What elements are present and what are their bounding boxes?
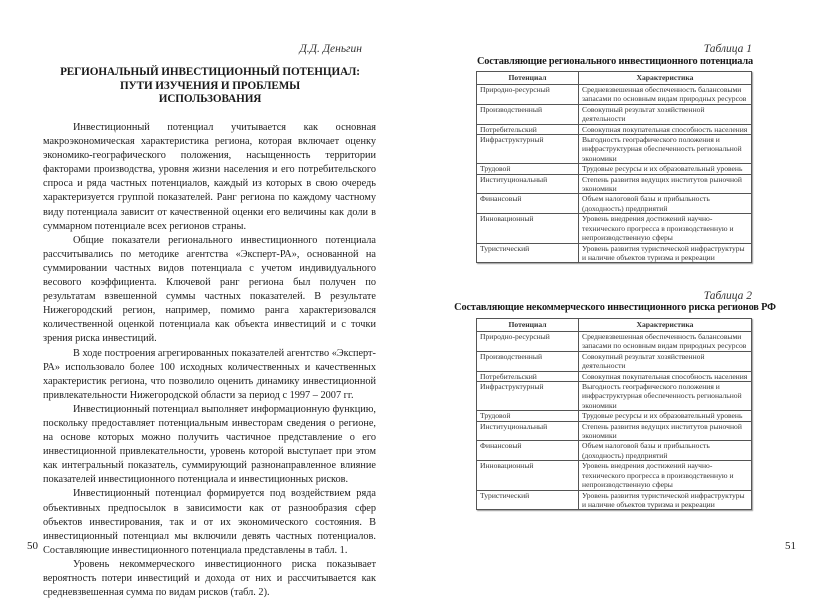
cell-potential: Потребительский <box>477 124 579 134</box>
table-row <box>477 104 752 124</box>
cell-characteristic: Совокупная покупательная способность населения <box>579 124 752 134</box>
cell-characteristic: Совокупный результат хозяйственной деятельности <box>579 351 752 371</box>
cell-characteristic: Трудовые ресурсы и их образовательный уровень <box>579 411 752 421</box>
table-1-body <box>477 85 752 263</box>
table-row <box>477 194 752 214</box>
cell-potential: Инновационный <box>477 461 579 490</box>
table-row <box>477 85 752 105</box>
cell-characteristic: Уровень внедрения достижений научно-технического прогресса в производственную и непроизводственную сферы <box>579 461 752 490</box>
table-row <box>477 441 752 461</box>
table-row <box>477 332 752 352</box>
column-header-characteristic: Характеристика <box>579 319 752 332</box>
cell-potential: Природно-ресурсный <box>477 85 579 105</box>
article-title-line: ПУТИ ИЗУЧЕНИЯ И ПРОБЛЕМЫ <box>119 79 301 92</box>
article-title <box>40 66 380 107</box>
article-body <box>43 121 376 600</box>
column-header-characteristic: Характеристика <box>579 72 752 85</box>
table-row <box>477 490 752 510</box>
cell-potential: Финансовый <box>477 194 579 214</box>
table-row <box>477 164 752 174</box>
cell-potential: Туристический <box>477 490 579 510</box>
cell-potential: Туристический <box>477 243 579 263</box>
table-row <box>477 461 752 490</box>
column-header-potential: Потенциал <box>477 319 579 332</box>
paragraph: Инвестиционный потенциал формируется под воздействием ряда объективных предпосылок в зависимости как от разнообразия сфер объектов инвестирования, так и от их экономического состояния. В инвестиционный потенциал мы включили девять частных потенциалов. Составляющие инвестиционного потенциала представлены в табл. 1. <box>43 488 376 556</box>
table-1-title: Составляющие регионального инвестиционного потенциала <box>476 56 753 67</box>
cell-potential: Инфраструктурный <box>477 382 579 411</box>
cell-characteristic: Выгодность географического положения и инфраструктурная обеспеченность региональной экономики <box>579 135 752 164</box>
cell-characteristic: Совокупный результат хозяйственной деятельности <box>579 104 752 124</box>
cell-characteristic: Уровень внедрения достижений научно-технического прогресса в производственную и непроизводственную сферы <box>579 214 752 243</box>
cell-characteristic: Объем налоговой базы и прибыльность (доходность) предприятий <box>579 194 752 214</box>
cell-characteristic: Степень развития ведущих институтов рыночной экономики <box>579 174 752 194</box>
table-header-row <box>477 319 752 332</box>
table-row <box>477 135 752 164</box>
cell-potential: Институциональный <box>477 174 579 194</box>
cell-characteristic: Трудовые ресурсы и их образовательный уровень <box>579 164 752 174</box>
cell-potential: Финансовый <box>477 441 579 461</box>
table-1-label: Таблица 1 <box>703 43 752 55</box>
cell-characteristic: Уровень развития туристической инфраструктуры и наличие объектов туризма и рекреации <box>579 490 752 510</box>
table-2-title: Составляющие некоммерческого инвестиционного риска регионов РФ <box>454 302 776 313</box>
article-title-line: ИСПОЛЬЗОВАНИЯ <box>158 93 262 105</box>
cell-characteristic: Выгодность географического положения и инфраструктурная обеспеченность региональной экономики <box>579 382 752 411</box>
table-row <box>477 243 752 263</box>
table-row <box>477 371 752 381</box>
table-row <box>477 214 752 243</box>
table-1 <box>476 71 752 263</box>
page-number-right: 51 <box>785 540 796 552</box>
cell-potential: Трудовой <box>477 164 579 174</box>
table-row <box>477 124 752 134</box>
table-header-row <box>477 72 752 85</box>
cell-potential: Потребительский <box>477 371 579 381</box>
page-number-left: 50 <box>27 540 38 552</box>
cell-potential: Инновационный <box>477 214 579 243</box>
running-head-author: Д.Д. Деньгин <box>299 43 362 55</box>
table-row <box>477 174 752 194</box>
paragraph: Инвестиционный потенциал выполняет информационную функцию, поскольку предоставляет потенциальным инвесторам сведения о регионе, на основе которых можно получить частичное представление о его инвестиционной привлекательности, уровень которой выступает при этом как интегральный показатель, суммирующий разнонаправленное влияние показателей инвестиционного потенциала и инвестиционных рисков. <box>43 403 376 486</box>
table-row <box>477 382 752 411</box>
cell-characteristic: Объем налоговой базы и прибыльность (доходность) предприятий <box>579 441 752 461</box>
article-title-line: РЕГИОНАЛЬНЫЙ ИНВЕСТИЦИОННЫЙ ПОТЕНЦИАЛ: <box>60 66 360 78</box>
cell-potential: Производственный <box>477 351 579 371</box>
cell-potential: Институциональный <box>477 421 579 441</box>
table-2-label: Таблица 2 <box>703 290 752 302</box>
table-2-body <box>477 332 752 510</box>
cell-characteristic: Средневзвешенная обеспеченность балансовыми запасами по основным видам природных ресурсов <box>579 85 752 105</box>
left-page <box>0 0 410 599</box>
cell-characteristic: Степень развития ведущих институтов рыночной экономики <box>579 421 752 441</box>
table-2 <box>476 318 752 510</box>
paragraph: Инвестиционный потенциал учитывается как основная макроэкономическая характеристика региона, которая включает оценку экономико-географического положения, насыщенность территории факторами производства, уровня жизни населения и его потребительского спроса и ряда частных потенциалов, каждый из которых в свою очередь характеризуется группой показателей. Ранг региона по каждому частному виду потенциала зависит от качественной оценки его величины как доли в суммарном потенциале всех регионов страны. <box>43 122 376 232</box>
column-header-potential: Потенциал <box>477 72 579 85</box>
table-row <box>477 351 752 371</box>
cell-characteristic: Совокупная покупательная способность населения <box>579 371 752 381</box>
paragraph: Уровень некоммерческого инвестиционного риска показывает вероятность потери инвестиций и дохода от них и рассчитывается как средневзвешенная сумма по видам рисков (табл. 2). <box>43 558 376 599</box>
cell-potential: Трудовой <box>477 411 579 421</box>
cell-potential: Производственный <box>477 104 579 124</box>
cell-potential: Природно-ресурсный <box>477 332 579 352</box>
table-row <box>477 411 752 421</box>
cell-potential: Инфраструктурный <box>477 135 579 164</box>
table-row <box>477 421 752 441</box>
cell-characteristic: Средневзвешенная обеспеченность балансовыми запасами по основным видам природных ресурсов <box>579 332 752 352</box>
paragraph: В ходе построения агрегированных показателей агентство «Эксперт-РА» использовало более 100 исходных количественных и качественных характеристик региона, что позволило оценить динамику инвестиционной привлекательности Нижегородской области за период с 1997 – 2007 гг. <box>43 347 376 401</box>
cell-characteristic: Уровень развития туристической инфраструктуры и наличие объектов туризма и рекреации <box>579 243 752 263</box>
paragraph: Общие показатели регионального инвестиционного потенциала рассчитывались по методике агентства «Эксперт-РА», основанной на суммировании частных видов потенциала с учетом индивидуального весового коэффициента. Ключевой ранг региона был получен по результатам взвешенной суммы частных показателей. В результате Нижегородский регион, например, помимо ранга характеризовался количественной оценкой потенциала как объекта инвестиций и с точки зрения риска инвестиций. <box>43 234 376 345</box>
